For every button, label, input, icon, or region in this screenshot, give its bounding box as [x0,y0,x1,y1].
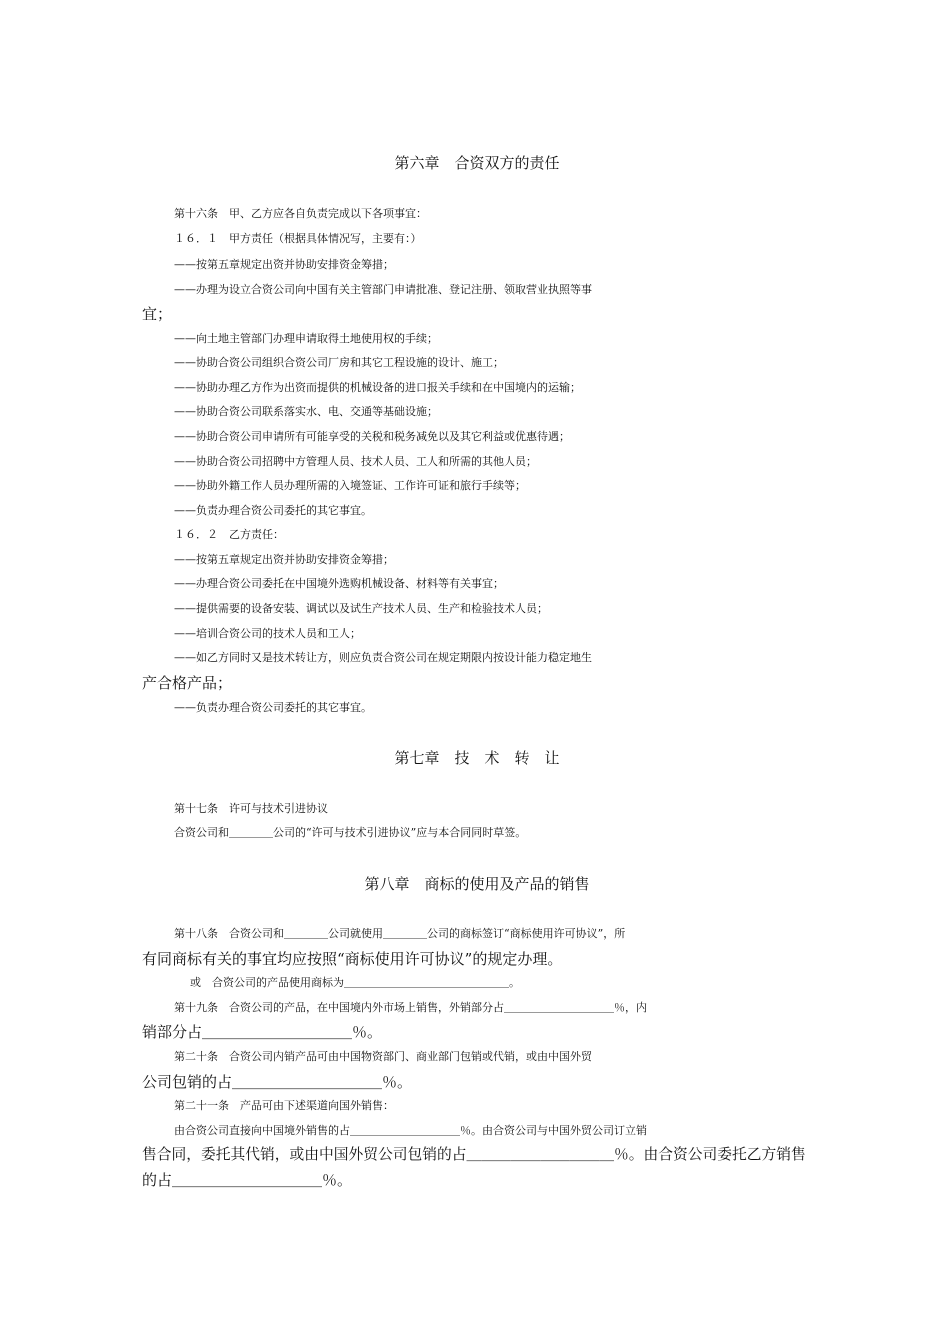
party-b-item: ——如乙方同时又是技术转让方，则应负责合资公司在规定期限内按设计能力稳定地生 [174,651,592,664]
article-19: 第十九条 合资公司的产品，在中国境内外市场上销售，外销部分占＿＿＿＿＿＿＿＿＿＿％，内 [174,1001,647,1014]
article-16: 第十六条 甲、乙方应各自负责完成以下各项事宜： [174,207,427,220]
article-20-cont: 公司包销的占＿＿＿＿＿＿＿＿＿＿％。 [142,1073,413,1091]
party-a-item: ——负责办理合资公司委托的其它事宜。 [174,504,372,517]
party-b-item: ——负责办理合资公司委托的其它事宜。 [174,701,372,714]
article-20: 第二十条 合资公司内销产品可由中国物资部门、商业部门包销或代销，或由中国外贸 [174,1050,592,1063]
article-17-body: 合资公司和＿＿＿＿公司的“许可与技术引进协议”应与本合同同时草签。 [174,826,527,839]
article-21-cont: 售合同，委托其代销，或由中国外贸公司包销的占＿＿＿＿＿＿＿＿＿＿％。由合资公司委托乙方销售 [142,1146,806,1163]
party-a-item: ——按第五章规定出资并协助安排资金筹措； [174,258,394,271]
article-18-cont: 有同商标有关的事宜均应按照“商标使用许可协议”的规定办理。 [142,950,563,968]
party-a-item: ——协助外籍工作人员办理所需的入境签证、工作许可证和旅行手续等； [174,479,526,492]
party-b-item: ——办理合资公司委托在中国境外选购机械设备、材料等有关事宜； [174,577,504,590]
party-b-item: ——提供需要的设备安装、调试以及试生产技术人员、生产和检验技术人员； [174,602,548,615]
party-a-item-cont: 宜； [142,305,173,323]
article-21-cont: 的占＿＿＿＿＿＿＿＿＿＿％。 [142,1171,353,1189]
article-21: 第二十一条 产品可由下述渠道向国外销售： [174,1099,394,1112]
party-a-item: ——协助合资公司组织合资公司厂房和其它工程设施的设计、施工； [174,356,504,369]
article-17: 第十七条 许可与技术引进协议 [174,802,328,815]
section-16-2: １６．２ 乙方责任： [174,528,284,541]
article-18: 第十八条 合资公司和＿＿＿＿公司就使用＿＿＿＿公司的商标签订“商标使用许可协议”，所 [174,927,626,940]
party-b-item: ——按第五章规定出资并协助安排资金筹措； [174,553,394,566]
party-a-item: ——协助办理乙方作为出资而提供的机械设备的进口报关手续和在中国境内的运输； [174,381,581,394]
party-b-item-cont: 产合格产品； [142,674,233,692]
party-a-item: ——协助合资公司申请所有可能享受的关税和税务减免以及其它利益或优惠待遇； [174,430,570,443]
party-a-item: ——办理为设立合资公司向中国有关主管部门申请批准、登记注册、领取营业执照等事 [174,283,592,296]
chapter-8-title: 第八章 商标的使用及产品的销售 [364,875,590,893]
chapter-6-title: 第六章 合资双方的责任 [394,154,560,172]
party-a-item: ——向土地主管部门办理申请取得土地使用权的手续； [174,332,438,345]
article-21-body: 由合资公司直接向中国境外销售的占＿＿＿＿＿＿＿＿＿＿％。由合资公司与中国外贸公司订立销 [174,1124,647,1137]
article-18-alt: 或 合资公司的产品使用商标为＿＿＿＿＿＿＿＿＿＿＿＿＿＿＿。 [190,976,520,989]
article-19-cont: 销部分占＿＿＿＿＿＿＿＿＿＿％。 [142,1023,383,1041]
party-a-item: ——协助合资公司招聘中方管理人员、技术人员、工人和所需的其他人员； [174,455,537,468]
party-b-item: ——培训合资公司的技术人员和工人； [174,627,361,640]
party-a-item: ——协助合资公司联系落实水、电、交通等基础设施； [174,405,438,418]
section-16-1: １６．１ 甲方责任（根据具体情况写，主要有：） [174,232,422,245]
chapter-7-title: 第七章 技 术 转 让 [394,749,560,767]
